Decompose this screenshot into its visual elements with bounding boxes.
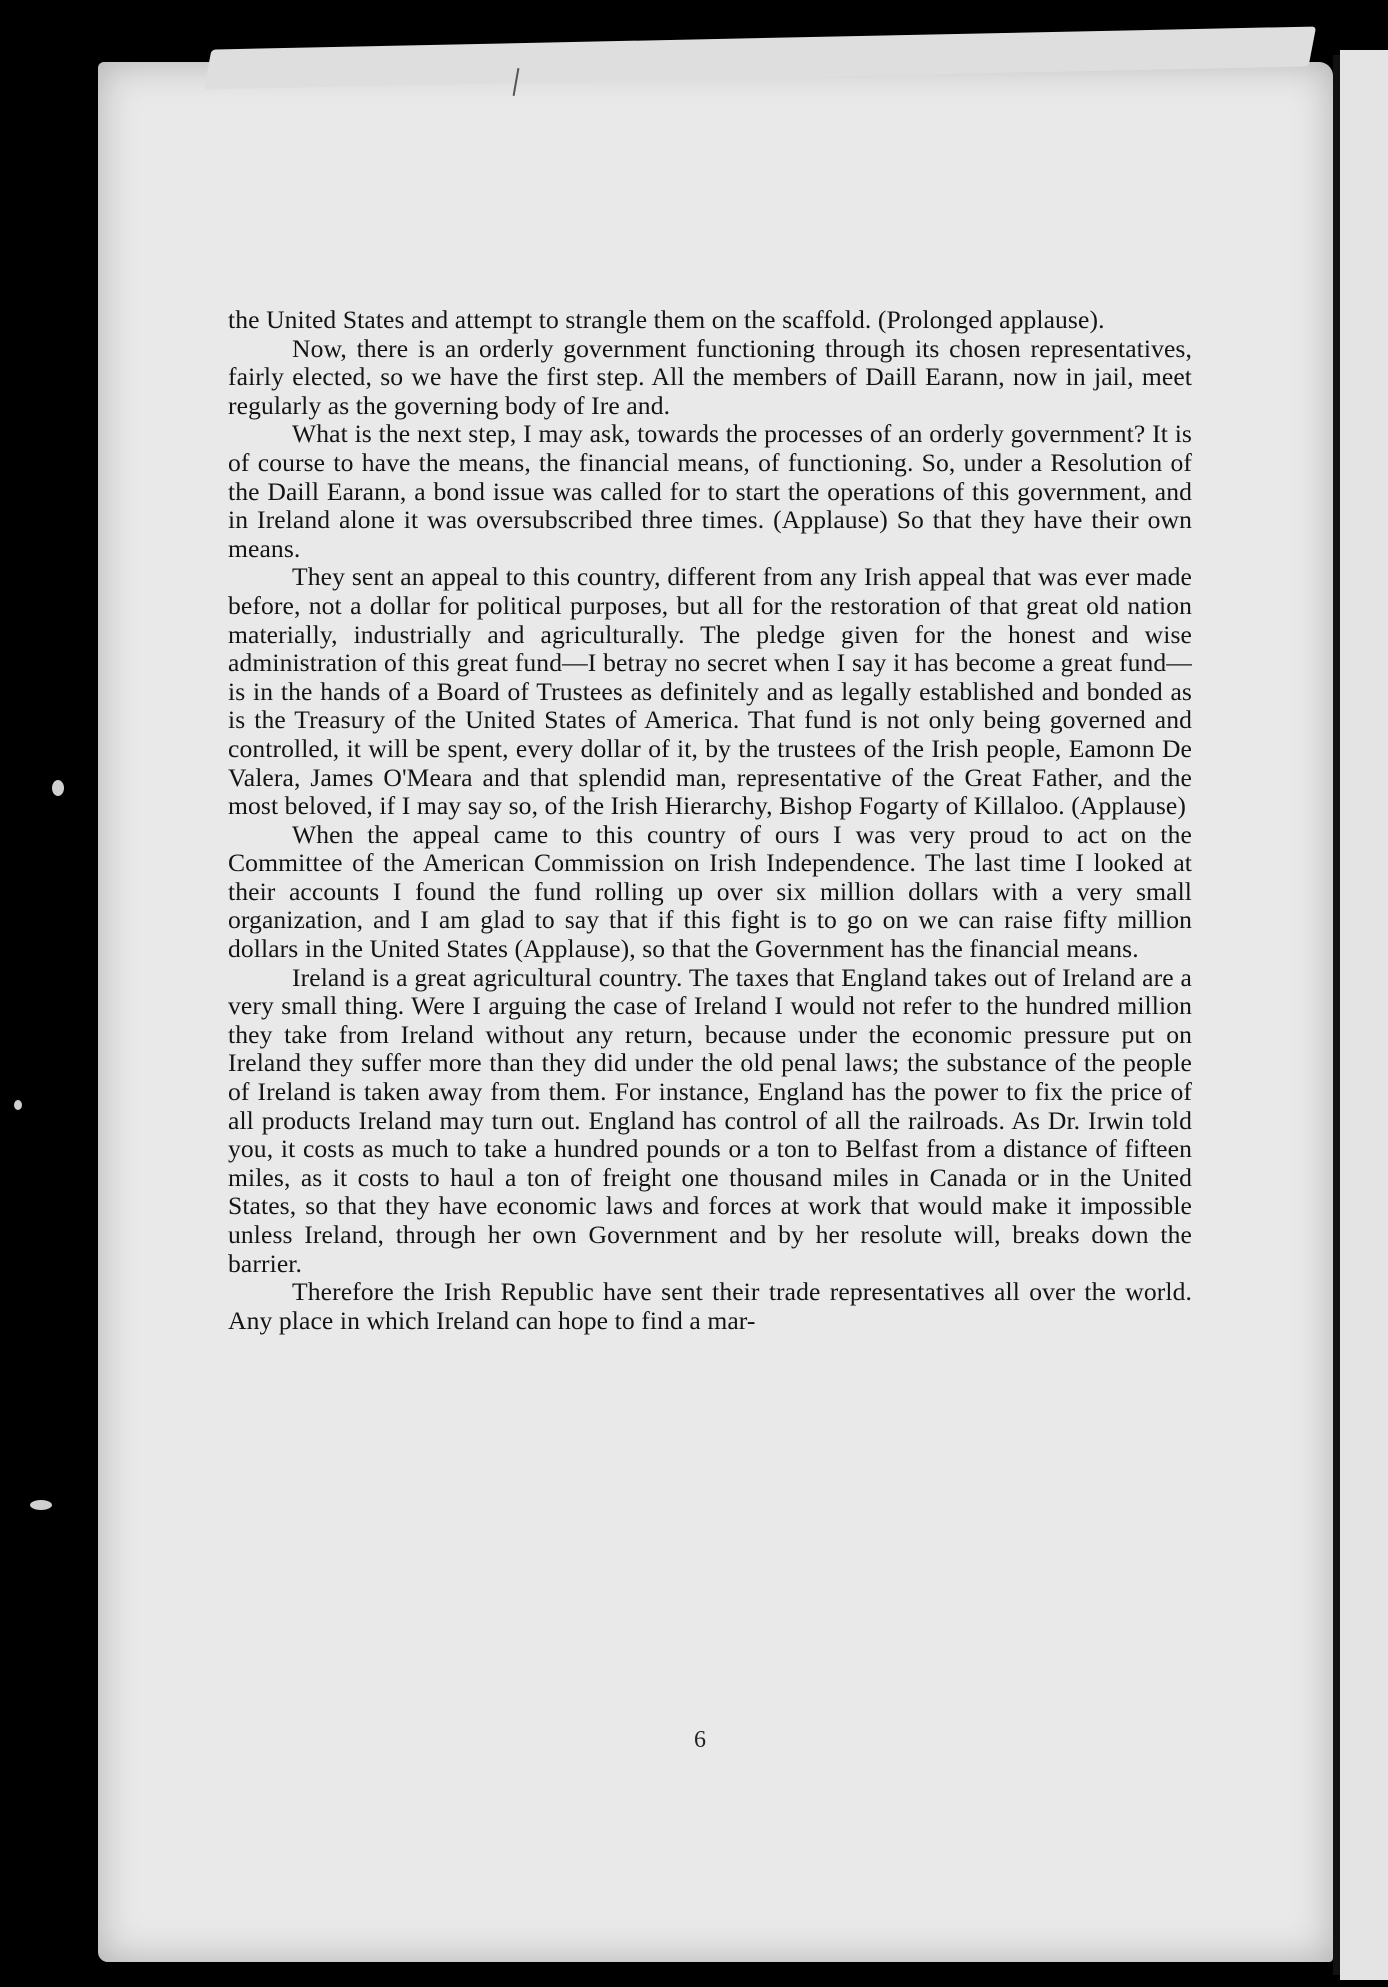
paragraph: When the appeal came to this country of ours I was very proud to act on the Committee of the American Commission on Irish Independence. The last time I looked at their accounts I found the fund rolling up over six million dollars with a very small organization, and I am glad to say that if this fight is to go on we can raise fifty million dollars in the United States (Applause), so that the Government has the financial means. <box>228 819 1192 964</box>
adjacent-page-edge <box>1340 50 1388 1980</box>
paragraph: Therefore the Irish Republic have sent their trade representatives all over the world. Any place in which Ireland can hope to find a mar- <box>228 1277 1192 1335</box>
paragraph: Now, there is an orderly government functioning through its chosen representatives, fairly elected, so we have the first step. All the members of Daill Earann, now in jail, meet regularly as the governing body of Ire and. <box>228 333 1192 420</box>
scan-speck <box>30 1500 52 1510</box>
page-gutter <box>1333 55 1340 1975</box>
paragraph: the United States and attempt to strangle them on the scaffold. (Prolonged applause). <box>228 305 1105 334</box>
scan-speck <box>52 780 64 796</box>
scan-speck <box>14 1100 22 1110</box>
paragraph: What is the next step, I may ask, towards the processes of an orderly government? It is of course to have the means, the financial means, of functioning. So, under a Resolution of the Daill Earann, a bond issue was called for to start the operations of this government, and in Ireland alone it was oversubscribed three times. (Applause) So that they have their own means. <box>228 419 1192 563</box>
page-number: 6 <box>694 1727 706 1753</box>
paragraph: Ireland is a great agricultural country. The taxes that England takes out of Ireland are a very small thing. Were I arguing the case of Ireland I would not refer to the hundred million they take from Ireland without any return, because under the economic pressure put on Ireland they suffer more than they did under the old penal laws; the substance of the people of Ireland is taken away from them. For instance, England has the power to fix the price of all products Ireland may turn out. England has control of all the railroads. As Dr. Irwin told you, it costs as much to take a hundred pounds or a ton to Belfast from a distance of fifteen miles, as it costs to haul a ton of freight one thousand miles in Canada or in the United States, so that they have economic laws and forces at work that would make it impossible unless Ireland, through her own Government and by her resolute will, breaks down the barrier. <box>228 962 1192 1278</box>
body-text <box>228 306 1192 1335</box>
paragraph: They sent an appeal to this country, different from any Irish appeal that was ever made before, not a dollar for political purposes, but all for the restoration of that great old nation materially, industrially and agriculturally. The pledge given for the honest and wise administration of this great fund—I betray no secret when I say it has become a great fund—is in the hands of a Board of Trustees as definitely and as legally established and bonded as is the Treasury of the United States of America. That fund is not only being governed and controlled, it will be spent, every dollar of it, by the trustees of the Irish people, Eamonn De Valera, James O'Meara and that splendid man, representative of the Great Father, and the most beloved, if I may say so, of the Irish Hierarchy, Bishop Fogarty of Killaloo. (Applause) <box>228 562 1192 821</box>
